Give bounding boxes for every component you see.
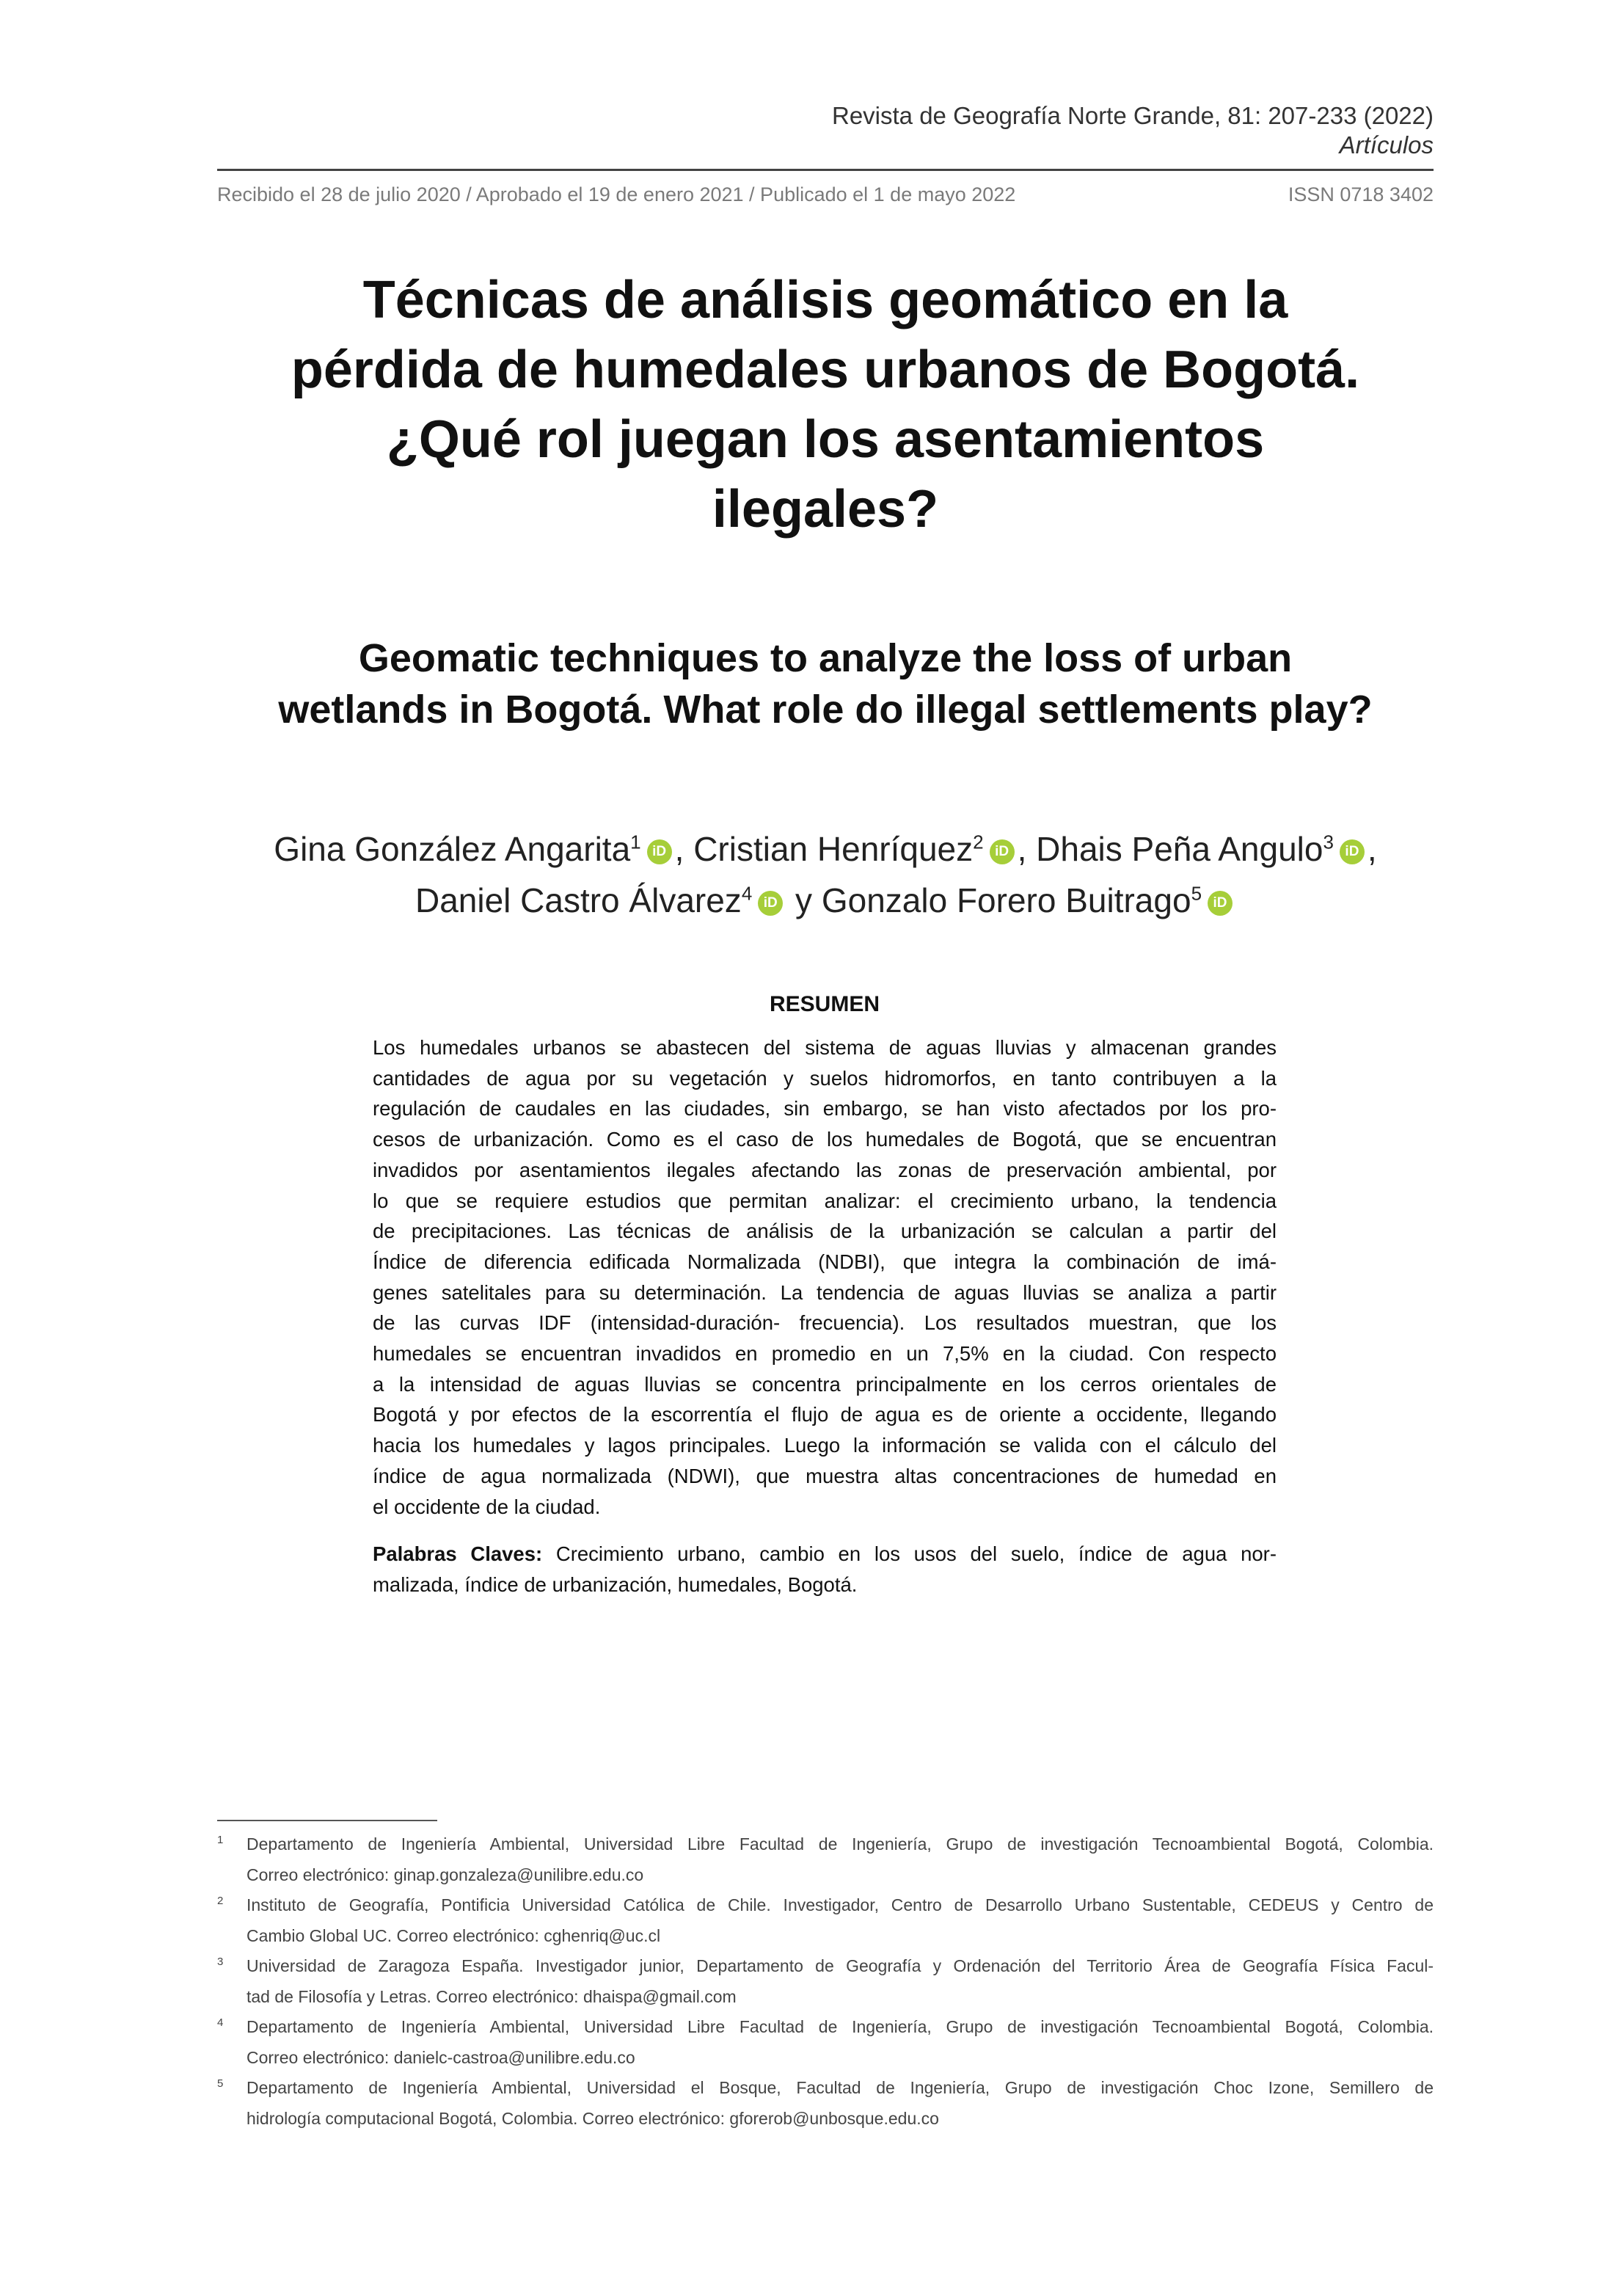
orcid-icon[interactable]: iD xyxy=(1208,891,1233,916)
header-divider xyxy=(217,169,1434,171)
footnote xyxy=(217,2012,1434,2073)
abstract-heading: RESUMEN xyxy=(769,992,880,1016)
issn: ISSN 0718 3402 xyxy=(1288,183,1434,205)
footnote-number: 2 xyxy=(217,1895,224,1907)
author-separator: , xyxy=(674,830,694,869)
abstract-line: a la intensidad de aguas lluvias se concentra principalmente en los cerros orientales de xyxy=(373,1372,1277,1396)
footnote xyxy=(217,2073,1434,2134)
title-line: pérdida de humedales urbanos de Bogotá. xyxy=(291,340,1360,399)
author-name: Dhais Peña Angulo xyxy=(1036,830,1323,869)
author-separator: , xyxy=(1017,830,1037,869)
footnote xyxy=(217,1951,1434,2012)
author-name: Daniel Castro Álvarez xyxy=(415,881,742,919)
footnote-line: Departamento de Ingeniería Ambiental, Universidad Libre Facultad de Ingeniería, Grupo de investigación Tecnoambiental Bogotá, Colombia. xyxy=(247,2017,1434,2036)
footnote-line: Departamento de Ingeniería Ambiental, Universidad el Bosque, Facultad de Ingeniería, Grupo de investigación Choc Izone, Semillero de xyxy=(247,2078,1434,2097)
author-affiliation-number: 4 xyxy=(741,882,753,905)
english-title xyxy=(176,633,1475,735)
abstract-line: genes satelitales para su determinación. La tendencia de aguas lluvias se analiza a partir xyxy=(373,1280,1277,1304)
footnote-number: 5 xyxy=(217,2077,224,2090)
footnote-line: Instituto de Geografía, Pontificia Universidad Católica de Chile. Investigador, Centro de Desarrollo Urbano Sustentable, CEDEUS y Centro de xyxy=(247,1895,1434,1914)
section-label: Artículos xyxy=(1339,131,1434,158)
abstract-line: Índice de diferencia edificada Normalizada (NDBI), que integra la combinación de imá- xyxy=(373,1250,1277,1273)
title-line: Técnicas de análisis geomático en la xyxy=(362,271,1288,329)
subtitle-line: Geomatic techniques to analyze the loss of urban xyxy=(358,636,1293,680)
title-line: ilegales? xyxy=(712,480,939,539)
journal-citation: Revista de Geografía Norte Grande, 81: 207-233 (2022) xyxy=(832,102,1434,129)
orcid-icon[interactable]: iD xyxy=(758,891,783,916)
author xyxy=(1036,830,1377,868)
author-list xyxy=(176,820,1475,922)
author-name: Cristian Henríquez xyxy=(693,830,974,869)
abstract-line: índice de agua normalizada (NDWI), que muestra altas concentraciones de humedad en xyxy=(373,1464,1277,1487)
abstract-line: de las curvas IDF (intensidad-duración- frecuencia). Los resultados muestran, que los xyxy=(373,1311,1277,1335)
author xyxy=(693,830,1036,868)
footnote xyxy=(217,1890,1434,1951)
footnote xyxy=(217,1829,1434,1890)
keywords-text: malizada, índice de urbanización, humedales, Bogotá. xyxy=(373,1573,858,1596)
keywords-text: Crecimiento urbano, cambio en los usos del suelo, índice de agua nor- xyxy=(542,1542,1277,1565)
orcid-icon[interactable]: iD xyxy=(647,839,672,864)
author-name: Gina González Angarita xyxy=(274,830,631,869)
footnote-line: tad de Filosofía y Letras. Correo electrónico: dhaispa@gmail.com xyxy=(247,1986,737,2006)
abstract-line: de precipitaciones. Las técnicas de análisis de la urbanización se calculan a partir del xyxy=(373,1220,1277,1243)
author-affiliation-number: 2 xyxy=(973,831,984,853)
author-affiliation-number: 5 xyxy=(1191,882,1202,905)
author-separator: y xyxy=(786,881,822,919)
footnotes xyxy=(217,1829,1434,2134)
footnote-divider xyxy=(217,1820,437,1821)
footnote-line: Departamento de Ingeniería Ambiental, Universidad Libre Facultad de Ingeniería, Grupo de investigación Tecnoambiental Bogotá, Colombia. xyxy=(247,1834,1434,1854)
abstract-line: cantidades de agua por su vegetación y suelos hidromorfos, en tanto contribuyen a la xyxy=(373,1066,1277,1090)
title-line: ¿Qué rol juegan los asentamientos xyxy=(386,410,1265,469)
author xyxy=(274,830,693,868)
abstract-line: el occidente de la ciudad. xyxy=(373,1495,601,1518)
abstract-line: humedales se encuentran invadidos en promedio en un 7,5% en la ciudad. Con respecto xyxy=(373,1342,1277,1366)
abstract-line: cesos de urbanización. Como es el caso de los humedales de Bogotá, que se encuentran xyxy=(373,1128,1277,1151)
journal-header xyxy=(832,101,1434,160)
orcid-icon[interactable]: iD xyxy=(990,839,1015,864)
abstract-line: regulación de caudales en las ciudades, sin embargo, se han visto afectados por los pro- xyxy=(373,1097,1277,1120)
author-affiliation-number: 1 xyxy=(630,831,641,853)
author-affiliation-number: 3 xyxy=(1323,831,1334,853)
author-separator: , xyxy=(1367,830,1377,869)
orcid-icon[interactable]: iD xyxy=(1340,839,1365,864)
footnote-line: Correo electrónico: ginap.gonzaleza@unilibre.edu.co xyxy=(247,1865,644,1884)
footnote-line: Universidad de Zaragoza España. Investigador junior, Departamento de Geografía y Ordenación del Territorio Área de Geografía Física Facul- xyxy=(247,1956,1434,1975)
author-name: Gonzalo Forero Buitrago xyxy=(821,881,1191,919)
footnote-number: 3 xyxy=(217,1956,224,1968)
keywords-label: Palabras Claves: xyxy=(373,1542,543,1565)
footnote-number: 4 xyxy=(217,2016,224,2029)
footnote-line: Correo electrónico: danielc-castroa@unilibre.edu.co xyxy=(247,2047,635,2067)
footnote-line: hidrología computacional Bogotá, Colombia. Correo electrónico: gforerob@unbosque.edu.co xyxy=(247,2108,939,2128)
author xyxy=(415,881,822,919)
subtitle-line: wetlands in Bogotá. What role do illegal settlements play? xyxy=(278,688,1373,732)
article-title xyxy=(176,266,1475,544)
publication-dates: Recibido el 28 de julio 2020 / Aprobado el 19 de enero 2021 / Publicado el 1 de mayo 2022 xyxy=(217,183,1016,205)
keywords xyxy=(373,1539,1277,1600)
abstract-line: lo que se requiere estudios que permitan analizar: el crecimiento urbano, la tendencia xyxy=(373,1189,1277,1212)
footnote-number: 1 xyxy=(217,1834,224,1846)
footnote-line: Cambio Global UC. Correo electrónico: cghenriq@uc.cl xyxy=(247,1925,661,1945)
abstract-line: Los humedales urbanos se abastecen del sistema de aguas lluvias y almacenan grandes xyxy=(373,1036,1277,1059)
abstract-line: hacia los humedales y lagos principales. Luego la información se valida con el cálculo del xyxy=(373,1434,1277,1457)
author xyxy=(822,881,1235,919)
abstract-body xyxy=(373,1032,1277,1522)
abstract-line: Bogotá y por efectos de la escorrentía el flujo de agua es de oriente a occidente, llegando xyxy=(373,1403,1277,1426)
abstract-line: invadidos por asentamientos ilegales afectando las zonas de preservación ambiental, por xyxy=(373,1158,1277,1181)
